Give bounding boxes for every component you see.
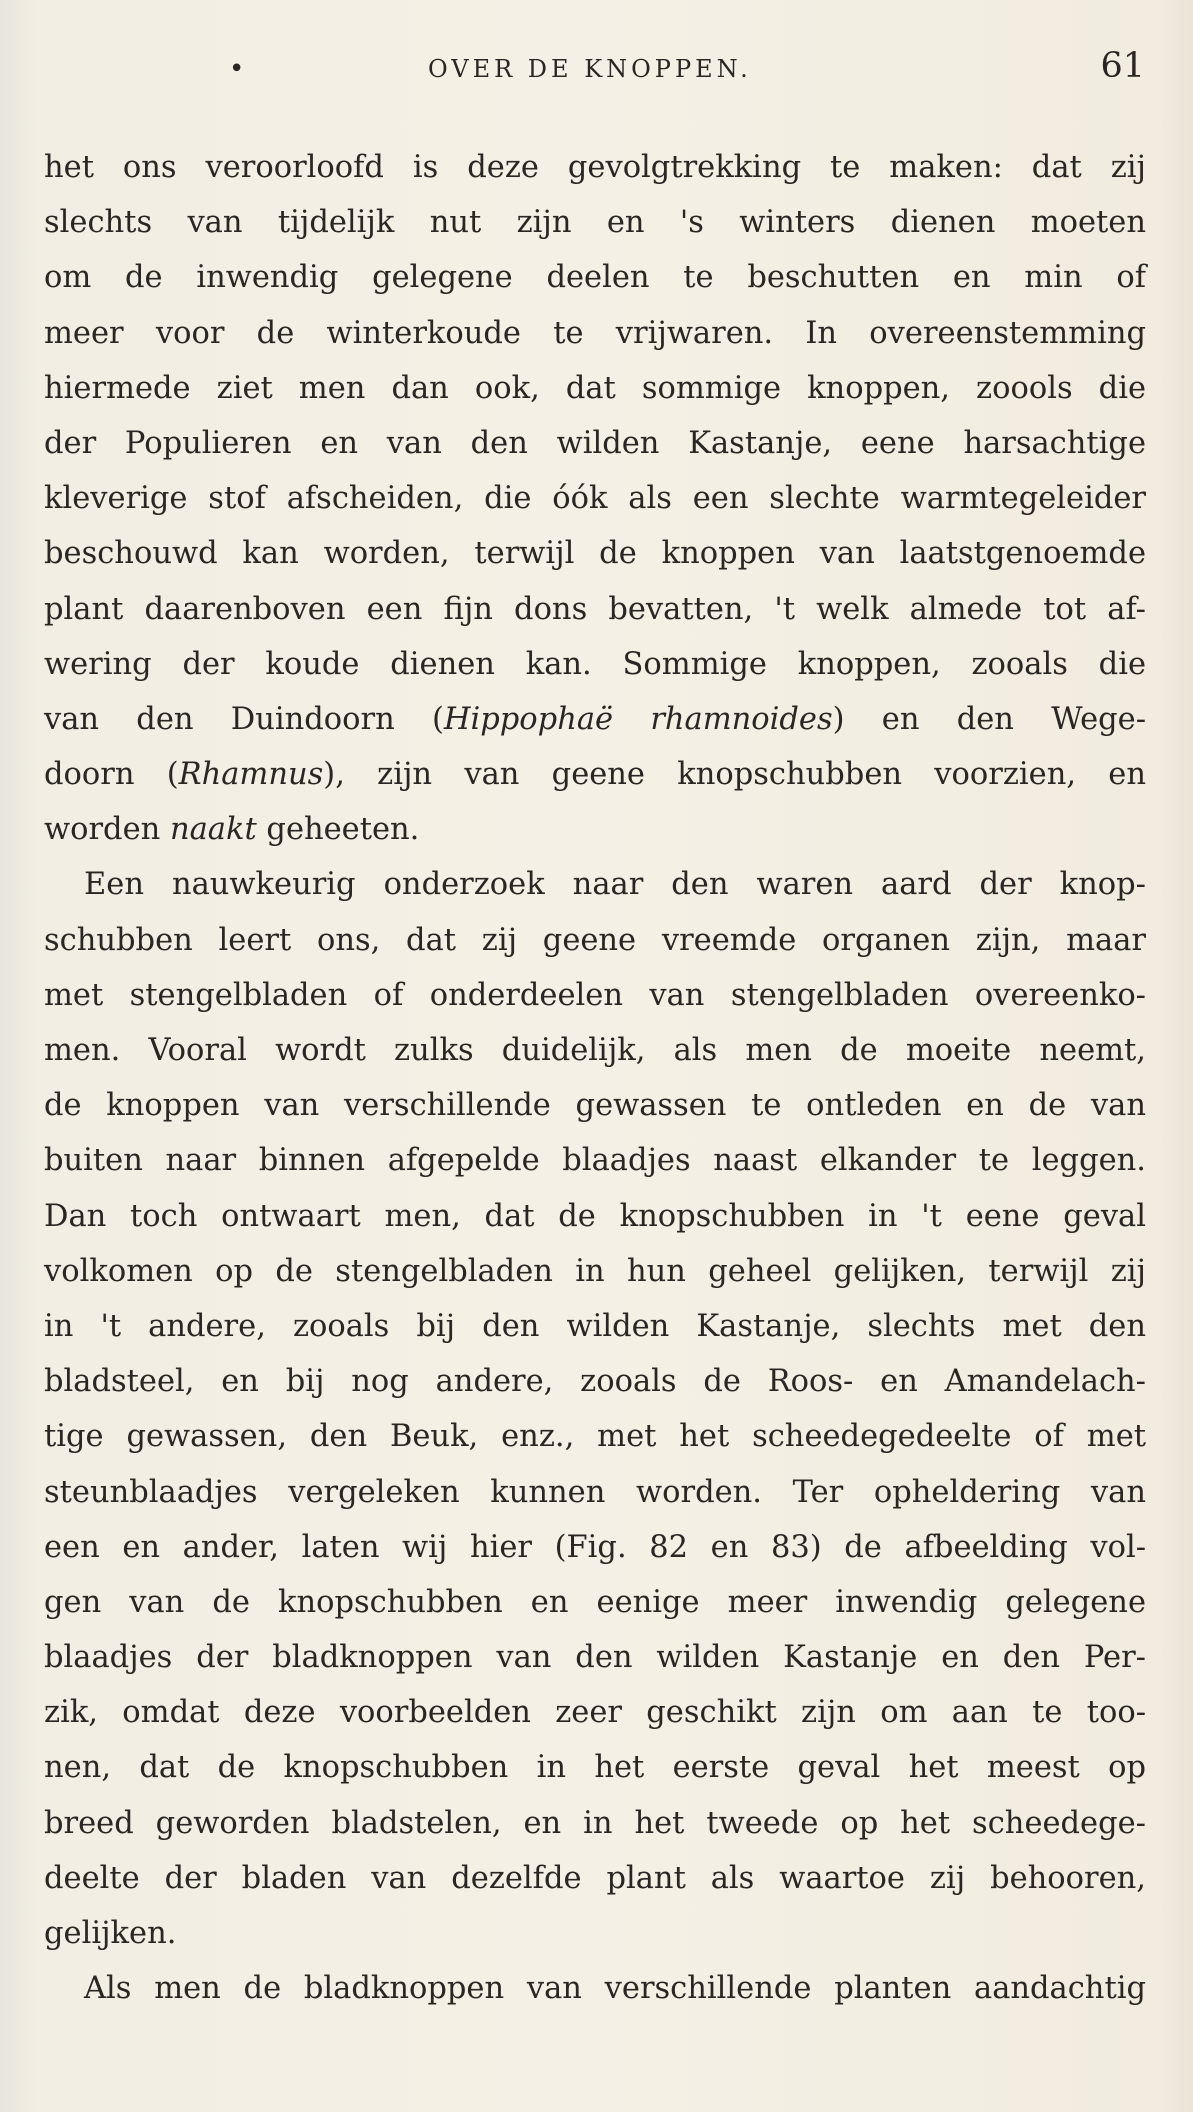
body-text — [44, 140, 1146, 2016]
text-line: nen, dat de knopschubben in het eerste geval het meest op — [44, 1750, 1146, 1786]
running-title: OVER DE KNOPPEN. — [428, 55, 752, 83]
text-line: steunblaadjes vergeleken kunnen worden. Ter opheldering van — [44, 1474, 1146, 1510]
text-line: meer voor de winterkoude te vrijwaren. In overeenstemming — [44, 315, 1146, 351]
text-line-mixed — [44, 692, 1146, 747]
text-line: schubben leert ons, dat zij geene vreemde organen zijn, maar — [44, 922, 1146, 958]
text-span: worden — [44, 812, 170, 848]
text-line: Dan toch ontwaart men, dat de knopschubben in 't eene geval — [44, 1198, 1146, 1234]
text-line: slechts van tijdelijk nut zijn en 's winters dienen moeten — [44, 205, 1146, 241]
text-line: Een nauwkeurig onderzoek naar den waren aard der knop- — [84, 867, 1146, 903]
text-line: de knoppen van verschillende gewassen te ontleden en de van — [44, 1088, 1146, 1124]
text-line: het ons veroorloofd is deze gevolgtrekking te maken: dat zij — [44, 150, 1146, 185]
text-line: hiermede ziet men dan ook, dat sommige knoppen, zoools die — [44, 370, 1146, 406]
text-line-mixed — [44, 747, 1146, 802]
text-line: der Populieren en van den wilden Kastanje, eene harsachtige — [44, 425, 1146, 461]
text-line: buiten naar binnen afgepelde blaadjes naast elkander te leggen. — [44, 1143, 1146, 1179]
text-line: een en ander, laten wij hier (Fig. 82 en 83) de afbeelding vol- — [44, 1529, 1146, 1565]
header-marker: • — [229, 54, 245, 84]
text-line: volkomen op de stengelbladen in hun geheel gelijken, terwijl zij — [44, 1253, 1146, 1289]
text-line: zik, omdat deze voorbeelden zeer geschikt zijn om aan te too- — [44, 1695, 1146, 1731]
page-number: 61 — [1100, 46, 1145, 86]
text-line: Als men de bladknoppen van verschillende planten aandachtig — [84, 1971, 1146, 2007]
text-line: beschouwd kan worden, terwijl de knoppen van laatstgenoemde — [44, 536, 1146, 572]
text-line: met stengelbladen of onderdeelen van stengelbladen overeenko- — [44, 977, 1146, 1013]
text-line: men. Vooral wordt zulks duidelijk, als men de moeite neemt, — [44, 1033, 1146, 1068]
text-line: breed geworden bladstelen, en in het tweede op het scheedege- — [44, 1805, 1146, 1841]
text-line: wering der koude dienen kan. Sommige knoppen, zooals die — [44, 646, 1146, 682]
running-header — [0, 42, 1193, 92]
text-line: in 't andere, zooals bij den wilden Kastanje, slechts met den — [44, 1308, 1146, 1344]
italic-genus-name: Rhamnus — [178, 757, 324, 793]
text-span: van den Duindoorn ( — [44, 701, 444, 737]
text-line-mixed — [44, 802, 1146, 857]
text-line: tige gewassen, den Beuk, enz., met het scheedegedeelte of met — [44, 1419, 1146, 1455]
italic-term: naakt — [169, 812, 257, 848]
text-line: blaadjes der bladknoppen van den wilden Kastanje en den Per- — [44, 1640, 1146, 1676]
text-span: ), zijn van geene knopschubben voorzien, en — [323, 757, 1146, 793]
text-span: geheeten. — [256, 812, 420, 848]
text-line: om de inwendig gelegene deelen te beschutten en min of — [44, 260, 1146, 296]
text-line: deelte der bladen van dezelfde plant als waartoe zij behooren, — [44, 1860, 1146, 1896]
text-span: ) en den Wege- — [832, 701, 1146, 737]
italic-species-name: Hippophaë rhamnoides — [443, 701, 833, 737]
text-line: bladsteel, en bij nog andere, zooals de Roos- en Amandelach- — [44, 1364, 1146, 1400]
text-line: kleverige stof afscheiden, die óók als een slechte warmtegeleider — [44, 481, 1146, 517]
text-line: plant daarenboven een fijn dons bevatten, 't welk almede tot af- — [44, 591, 1146, 627]
text-line: gelijken. — [44, 1916, 177, 1951]
text-line: gen van de knopschubben en eenige meer inwendig gelegene — [44, 1584, 1146, 1620]
text-span: doorn ( — [44, 757, 179, 793]
